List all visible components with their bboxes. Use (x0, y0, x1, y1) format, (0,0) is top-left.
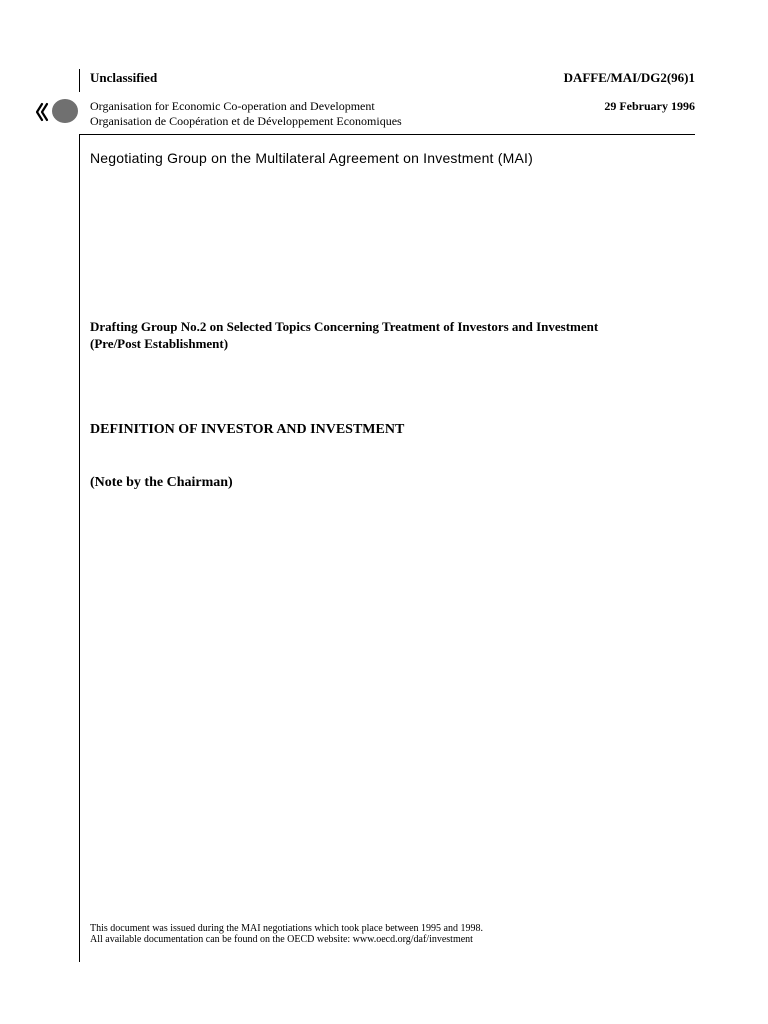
document-reference: DAFFE/MAI/DG2(96)1 (563, 70, 695, 85)
margin-rule-top (79, 69, 80, 92)
document-date: 29 February 1996 (604, 99, 695, 113)
organisation-name-english: Organisation for Economic Co-operation and Development (90, 99, 375, 113)
footer-line-1: This document was issued during the MAI negotiations which took place between 1995 and 1998. (90, 923, 483, 934)
drafting-group-heading (90, 318, 690, 352)
organisation-name-french: Organisation de Coopération et de Développement Economiques (90, 114, 402, 128)
document-title: DEFINITION OF INVESTOR AND INVESTMENT (90, 422, 405, 437)
negotiating-group-title: Negotiating Group on the Multilateral Agreement on Investment (MAI) (90, 150, 533, 166)
margin-rule-main (79, 134, 80, 962)
drafting-heading-line-1: Drafting Group No.2 on Selected Topics Concerning Treatment of Investors and Investment (90, 319, 599, 334)
oecd-logo-icon (36, 99, 80, 125)
footer-note (90, 923, 483, 945)
footer-line-2: All available documentation can be found on the OECD website: www.oecd.org/daf/investment (90, 934, 473, 945)
header-divider (79, 134, 695, 135)
document-subtitle-note: (Note by the Chairman) (90, 475, 233, 490)
classification-label: Unclassified (90, 70, 158, 85)
drafting-heading-line-2: (Pre/Post Establishment) (90, 336, 229, 351)
